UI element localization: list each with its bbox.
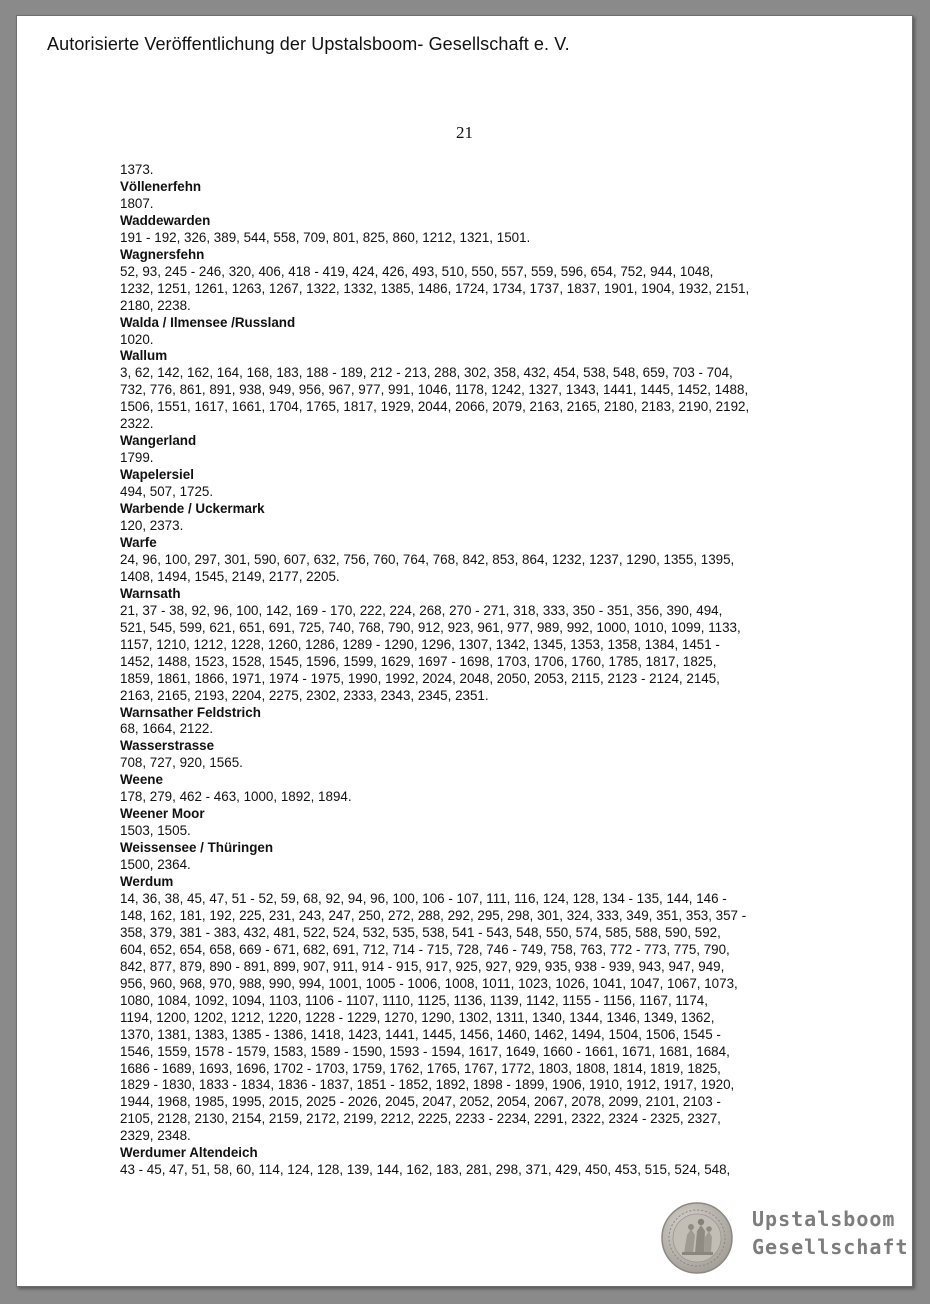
index-place-name: Warnsath: [120, 585, 181, 601]
index-place-name: Völlenerfehn: [120, 178, 202, 194]
index-place-name: Weene: [120, 772, 163, 788]
index-place-name: Walda / Ilmensee /Russland: [120, 314, 296, 330]
index-page-refs: 732, 776, 861, 891, 938, 949, 956, 967, 977, 991, 1046, 1178, 1242, 1327, 1343, 1441, 1445, 1452, 1488,: [120, 382, 749, 398]
index-place-name: Weissensee / Thüringen: [120, 840, 274, 856]
index-place-name: Wallum: [120, 348, 168, 364]
index-place-name: Wasserstrasse: [120, 738, 215, 754]
index-page-refs: 1859, 1861, 1866, 1971, 1974 - 1975, 1990, 1992, 2024, 2048, 2050, 2053, 2115, 2123 - 2124, 2145,: [120, 670, 720, 686]
index-page-refs: 21, 37 - 38, 92, 96, 100, 142, 169 - 170, 222, 224, 268, 270 - 271, 318, 333, 350 - 351, 356, 390, 494,: [120, 602, 723, 618]
index-page-refs: 1370, 1381, 1383, 1385 - 1386, 1418, 1423, 1441, 1445, 1456, 1460, 1462, 1494, 1504, 1506, 1545 -: [120, 1026, 721, 1042]
header-title: Autorisierte Veröffentlichung der Upstalsboom- Gesellschaft e. V.: [47, 34, 570, 54]
index-page-refs: 43 - 45, 47, 51, 58, 60, 114, 124, 128, 139, 144, 162, 183, 281, 298, 371, 429, 450, 453, 515, 524, 548,: [120, 1162, 731, 1178]
index-page-refs: 2180, 2238.: [120, 297, 191, 313]
index-page-refs: 604, 652, 654, 658, 669 - 671, 682, 691, 712, 714 - 715, 728, 746 - 749, 758, 763, 772 - 773, 775, 790,: [120, 941, 730, 957]
index-page-refs: 148, 162, 181, 192, 225, 231, 243, 247, 250, 272, 288, 292, 295, 298, 301, 324, 333, 349, 351, 353, 357 -: [120, 907, 747, 923]
index-place-name: Werdum: [120, 874, 174, 890]
leading-refs: 1373.: [120, 162, 154, 177]
index-place-name: Warnsather Feldstrich: [120, 704, 261, 720]
index-page-refs: 52, 93, 245 - 246, 320, 406, 418 - 419, 424, 426, 493, 510, 550, 557, 559, 596, 654, 752, 944, 1048,: [120, 263, 714, 279]
index-page-refs: 1157, 1210, 1212, 1228, 1260, 1286, 1289 - 1290, 1296, 1307, 1342, 1345, 1353, 1358, 1384, 1451 -: [120, 636, 720, 652]
index-page-refs: 24, 96, 100, 297, 301, 590, 607, 632, 756, 760, 764, 768, 842, 853, 864, 1232, 1237, 1290, 1355, 1395,: [120, 551, 735, 567]
document-page: [16, 15, 913, 1287]
index-page-refs: 1194, 1200, 1202, 1212, 1220, 1228 - 1229, 1270, 1290, 1302, 1311, 1340, 1344, 1346, 1349, 1362,: [120, 1009, 715, 1025]
index-page-refs: 191 - 192, 326, 389, 544, 558, 709, 801, 825, 860, 1212, 1321, 1501.: [120, 229, 531, 245]
index-page-refs: 1807.: [120, 195, 154, 211]
page-number: 21: [456, 123, 473, 142]
seal-icon: [660, 1201, 734, 1275]
index-page-refs: 1944, 1968, 1985, 1995, 2015, 2025 - 2026, 2045, 2047, 2052, 2054, 2067, 2078, 2099, 2101, 2103 -: [120, 1094, 721, 1110]
index-page-refs: 2329, 2348.: [120, 1128, 191, 1144]
index-page-refs: 1506, 1551, 1617, 1661, 1704, 1765, 1817, 1929, 2044, 2066, 2079, 2163, 2165, 2180, 2183, 2190, 2192,: [120, 399, 750, 415]
index-page-refs: 2322.: [120, 416, 154, 432]
index-place-name: Weener Moor: [120, 806, 205, 822]
index-place-name: Waddewarden: [120, 212, 211, 228]
index-page-refs: 1408, 1494, 1545, 2149, 2177, 2205.: [120, 568, 340, 584]
index-place-name: Wangerland: [120, 433, 197, 449]
index-page-refs: 1452, 1488, 1523, 1528, 1545, 1596, 1599, 1629, 1697 - 1698, 1703, 1706, 1760, 1785, 1817, 1825,: [120, 653, 717, 669]
index-page-refs: 1799.: [120, 450, 154, 466]
index-page-refs: 3, 62, 142, 162, 164, 168, 183, 188 - 189, 212 - 213, 288, 302, 358, 432, 454, 538, 548, 659, 703 - 704,: [120, 365, 733, 381]
index-page-refs: 1080, 1084, 1092, 1094, 1103, 1106 - 1107, 1110, 1125, 1136, 1139, 1142, 1155 - 1156, 1167, 1174,: [120, 992, 708, 1008]
index-page-refs: 842, 877, 879, 890 - 891, 899, 907, 911, 914 - 915, 917, 925, 927, 929, 935, 938 - 939, 943, 947, 949,: [120, 958, 725, 974]
index-page-refs: 1546, 1559, 1578 - 1579, 1583, 1589 - 1590, 1593 - 1594, 1617, 1649, 1660 - 1661, 1671, 1681, 1684,: [120, 1043, 730, 1059]
index-page-refs: 358, 379, 381 - 383, 432, 481, 522, 524, 532, 535, 538, 541 - 543, 548, 550, 574, 585, 588, 590, 592,: [120, 924, 721, 940]
index-page-refs: 494, 507, 1725.: [120, 484, 214, 500]
index-place-name: Werdumer Altendeich: [120, 1145, 258, 1161]
index-page-refs: 521, 545, 599, 621, 651, 691, 725, 740, 768, 790, 912, 923, 961, 977, 989, 992, 1000, 1010, 1099, 1133,: [120, 619, 741, 635]
index-page-refs: 2163, 2165, 2193, 2204, 2275, 2302, 2333, 2343, 2345, 2351.: [120, 687, 489, 703]
index-page-refs: 1020.: [120, 331, 154, 347]
society-logo: [660, 1201, 909, 1275]
index-page-refs: 708, 727, 920, 1565.: [120, 755, 243, 771]
logo-text-line-1: Upstalsboom: [752, 1207, 896, 1231]
logo-text-line-2: Gesellschaft: [752, 1235, 909, 1259]
index-page-refs: 1500, 2364.: [120, 857, 191, 873]
index-page-refs: 1829 - 1830, 1833 - 1834, 1836 - 1837, 1851 - 1852, 1892, 1898 - 1899, 1906, 1910, 1912, 1917, 1920,: [120, 1077, 735, 1093]
index-page-refs: 1503, 1505.: [120, 823, 191, 839]
index-page-refs: 120, 2373.: [120, 518, 184, 534]
index-page-refs: 14, 36, 38, 45, 47, 51 - 52, 59, 68, 92, 94, 96, 100, 106 - 107, 111, 116, 124, 128, 134 - 135, 144, 146 -: [120, 890, 727, 906]
index-place-name: Warfe: [120, 534, 157, 550]
index-page-refs: 2105, 2128, 2130, 2154, 2159, 2172, 2199, 2212, 2225, 2233 - 2234, 2291, 2322, 2324 - 2325, 2327,: [120, 1111, 721, 1127]
index-page-refs: 178, 279, 462 - 463, 1000, 1892, 1894.: [120, 789, 352, 805]
index-place-name: Wapelersiel: [120, 467, 194, 483]
index-place-name: Warbende / Uckermark: [120, 501, 265, 517]
index-page-refs: 1686 - 1689, 1693, 1696, 1702 - 1703, 1759, 1762, 1765, 1767, 1772, 1803, 1808, 1814, 1819, 1825,: [120, 1060, 721, 1076]
place-index: [120, 162, 820, 1179]
index-page-refs: 68, 1664, 2122.: [120, 721, 214, 737]
index-page-refs: 1232, 1251, 1261, 1263, 1267, 1322, 1332, 1385, 1486, 1724, 1734, 1737, 1837, 1901, 1904, 1932, 2151,: [120, 280, 750, 296]
index-page-refs: 956, 960, 968, 970, 988, 990, 994, 1001, 1005 - 1006, 1008, 1011, 1023, 1026, 1041, 1047, 1067, 1073,: [120, 975, 738, 991]
index-place-name: Wagnersfehn: [120, 246, 205, 262]
